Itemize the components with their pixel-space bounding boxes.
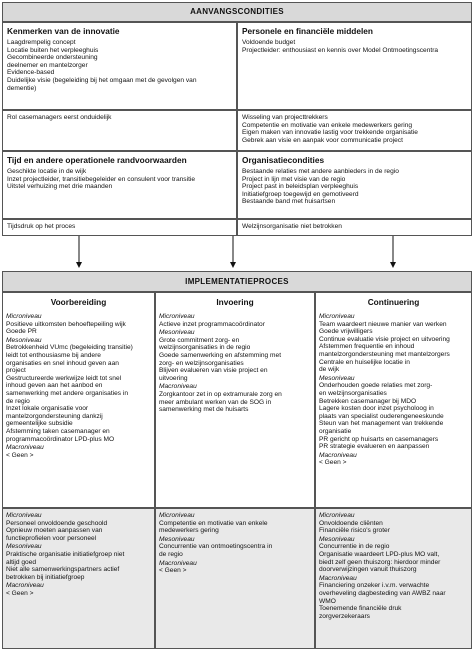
text-line: deelnemer en mantelzorger	[7, 61, 88, 69]
text-line: Bestaande band met huisartsen	[242, 198, 336, 206]
level-group	[159, 329, 311, 382]
text-line: Positieve uitkomsten behoeftepeiling wijk	[6, 320, 126, 328]
text-line: Laagdrempelig concept	[7, 39, 76, 46]
text-line: plaats van specialist ouderengeneeskunde	[319, 412, 444, 420]
text-line: Financiering onzeker i.v.m. verwachte	[319, 582, 430, 590]
implementatie-header	[2, 271, 472, 292]
text-line: samenwerking met de huisarts	[159, 406, 249, 414]
text-line: Uitstel verhuizing met drie maanden	[7, 183, 113, 191]
text-line: Financiële risico's groter	[319, 527, 390, 535]
invoering-positive	[155, 292, 315, 508]
text-line: organisatie	[319, 427, 352, 435]
tijd-title: Tijd en andere operationele randvoorwaarden	[7, 155, 187, 165]
level-label: Mesoniveau	[6, 543, 42, 551]
invoering-negative	[155, 508, 315, 649]
text-line: Competentie en motivatie van enkele medewerkers gering	[242, 121, 413, 129]
level-group	[159, 536, 311, 559]
text-line: samenwerking met andere organisaties in	[6, 389, 129, 397]
text-line: < Geen >	[6, 451, 34, 459]
level-label: Mesoniveau	[159, 535, 195, 543]
text-line: Goede samenwerking en afstemming met	[159, 351, 282, 359]
level-label: Microniveau	[319, 313, 355, 320]
level-label: Mesoniveau	[159, 329, 195, 337]
level-group	[6, 444, 151, 459]
text-line: Evidence-based	[7, 69, 55, 77]
text-line: Gebrek aan visie en aanpak voor communicatie project	[242, 136, 403, 144]
text-line: Toenemende financiële druk	[319, 605, 402, 613]
text-line: Inzet projectleider, transitiebegeleider en consulent voor transitie	[7, 175, 196, 183]
col-title-voorbereiding: Voorbereiding	[50, 297, 107, 307]
level-label: Macroniveau	[319, 451, 357, 459]
voorbereiding-positive	[2, 292, 155, 508]
text-line: Blijven evalueren van visie project en	[159, 367, 268, 375]
text-line: Welzijnsorganisatie niet betrokken	[242, 223, 342, 230]
text-line: leidt tot enthousiasme bij andere	[6, 351, 101, 359]
level-group	[6, 337, 151, 443]
text-line: en welzijnsorganisaties	[319, 389, 387, 397]
text-line: Concurrentie van ontmoetingscentra in	[159, 543, 273, 551]
text-line: Lagere kosten door inzet psycholoog in	[319, 405, 434, 413]
text-line: Opnieuw moeten aanpassen van	[6, 527, 103, 535]
level-label: Macroniveau	[159, 383, 197, 391]
level-label: Macroniveau	[6, 582, 44, 590]
text-line: Project past in beleidsplan verpleeghuis	[242, 183, 359, 191]
text-line: Competentie en motivatie van enkele	[159, 519, 268, 527]
text-line: Rol casemanagers eerst onduidelijk	[7, 114, 112, 121]
level-group	[319, 452, 468, 467]
text-line: functieprofielen voor personeel	[6, 534, 97, 542]
text-line: Goede PR	[6, 328, 37, 336]
level-group	[6, 543, 151, 581]
level-label: Mesoniveau	[6, 336, 42, 344]
level-label: Macroniveau	[319, 574, 357, 582]
level-label: Macroniveau	[159, 559, 197, 567]
level-group	[6, 313, 151, 336]
text-line: Projectleider: enthousiast en kennis over Model Ontmoetingscentra	[242, 46, 439, 54]
text-line: Duidelijke visie (begeleiding bij het omgaan met de gevolgen van	[7, 76, 197, 84]
aanvangscondities-title: AANVANGSCONDITIES	[190, 7, 284, 16]
text-line: Tijdsdruk op het proces	[7, 223, 76, 230]
middelen-title: Personele en financiële middelen	[242, 26, 373, 36]
text-line: Wisseling van projecttrekkers	[242, 114, 328, 121]
text-line: mantelzorgondersteuning met mantelzorgers	[319, 350, 450, 358]
level-label: Microniveau	[319, 512, 355, 519]
level-group	[319, 536, 468, 574]
text-line: zorgverzekeraars	[319, 612, 370, 620]
text-line: betrokken bij initiatiefgroep	[6, 573, 85, 581]
continuering-negative	[315, 508, 472, 649]
organisatie-title: Organisatiecondities	[242, 155, 325, 165]
text-line: < Geen >	[159, 567, 187, 575]
text-line: Centrale en huiselijke locatie in	[319, 358, 410, 366]
text-line: de regio	[6, 397, 30, 405]
text-line: de regio	[159, 550, 183, 558]
text-line: Betrokkenheid VUmc (begeleiding transitie)	[6, 344, 133, 352]
text-line: Voldoende budget	[242, 39, 296, 46]
text-line: Personeel onvoldoende geschoold	[6, 519, 108, 527]
text-line: inhoud geven aan het aanbod en	[6, 382, 103, 390]
text-line: < Geen >	[6, 589, 34, 597]
text-line: Organisatie waardeert LPD-plus MO valt,	[319, 550, 440, 558]
text-line: zorg- en welzijnsorganisaties	[159, 359, 244, 367]
level-label: Mesoniveau	[319, 535, 355, 543]
level-group	[6, 512, 151, 542]
text-line: Continue evaluatie visie project en uitvoering	[319, 335, 450, 343]
text-line: < Geen >	[319, 459, 347, 467]
level-group	[159, 512, 311, 535]
text-line: de wijk	[319, 366, 340, 374]
text-line: organisaties en snel inhoud geven aan	[6, 359, 119, 367]
text-line: PR gericht op huisarts en casemanagers	[319, 435, 439, 443]
col-title-continuering: Continuering	[367, 297, 420, 307]
level-label: Microniveau	[159, 512, 195, 519]
text-line: Geschikte locatie in de wijk	[7, 168, 87, 175]
level-group	[159, 313, 311, 328]
text-line: Gecombineerde ondersteuning	[7, 54, 98, 62]
text-line: altijd goed	[6, 558, 37, 566]
text-line: Eigen maken van innovatie lastig voor trekkende organisatie	[242, 129, 418, 137]
text-line: uitvoering	[159, 374, 188, 382]
text-line: Actieve inzet programmacoördinator	[159, 320, 265, 328]
implementatie-title: IMPLEMENTATIEPROCES	[185, 277, 289, 286]
text-line: Inzet lokale organisatie voor	[6, 405, 89, 413]
level-group	[319, 575, 468, 621]
text-line: Grote commitment zorg- en	[159, 336, 240, 344]
level-group	[6, 582, 151, 597]
text-line: doorverwijzingen vanuit thuiszorg	[319, 566, 417, 574]
text-line: Afstemming taken casemanager en	[6, 427, 110, 435]
text-line: overheveling dagbesteding van AWBZ naar	[319, 589, 446, 597]
text-line: medewerkers gering	[159, 527, 219, 535]
text-line: Goede vrijwilligers	[319, 328, 373, 336]
innovatie-title: Kenmerken van de innovatie	[7, 26, 120, 36]
level-group	[159, 383, 311, 413]
continuering-positive	[315, 292, 472, 508]
level-label: Macroniveau	[6, 444, 44, 452]
text-line: Bestaande relaties met andere aanbieders in de regio	[242, 168, 399, 175]
text-line: Betrekken casemanager bij MDO	[319, 397, 417, 405]
text-line: Project in lijn met visie van de regio	[242, 175, 346, 183]
level-label: Microniveau	[6, 512, 42, 519]
text-line: Onvoldoende cliënten	[319, 519, 383, 527]
text-line: Initiatiefgroep toegewijd en gemotiveerd	[242, 190, 359, 198]
voorbereiding-negative	[2, 508, 155, 649]
level-group	[319, 512, 468, 535]
text-line: WMO	[319, 597, 336, 605]
text-line: Steun van het management van trekkende	[319, 420, 444, 428]
text-line: Concurrentie in de regio	[319, 543, 390, 551]
text-line: programmacoördinator LPD-plus MO	[6, 435, 115, 443]
text-line: welzijnsorganisaties in de regio	[159, 344, 251, 352]
text-line: mantelzorgondersteuning dankzij	[6, 412, 103, 420]
text-line: Onderhouden goede relaties met zorg-	[319, 382, 433, 390]
text-line: Team waardeert nieuwe manier van werken	[319, 320, 447, 328]
level-group	[319, 313, 468, 374]
text-line: PR strategie evalueren en aanpassen	[319, 443, 430, 451]
level-label: Microniveau	[159, 313, 195, 320]
col-title-invoering: Invoering	[216, 297, 254, 307]
text-line: biedt zelf geen thuiszorg: hierdoor minder	[319, 558, 441, 566]
level-label: Microniveau	[6, 313, 42, 320]
text-line: gemeentelijke subsidie	[6, 420, 73, 428]
level-group	[159, 560, 311, 575]
text-line: Afstemmen frequentie en inhoud	[319, 343, 415, 351]
text-line: Niet alle samenwerkingspartners actief	[6, 566, 120, 574]
level-label: Mesoniveau	[319, 374, 355, 382]
text-line: Praktische organisatie initiatiefgroep niet	[6, 550, 125, 558]
text-line: dementie)	[7, 84, 37, 92]
text-line: project	[6, 367, 26, 375]
text-line: meer ambulant werken van de SOG in	[159, 398, 272, 406]
text-line: Gestructureerde werkwijze leidt tot snel	[6, 374, 122, 382]
level-group	[319, 375, 468, 451]
text-line: Locatie buiten het verpleeghuis	[7, 46, 99, 54]
text-line: Zorgkantoor zet in op extramurale zorg en	[159, 390, 282, 398]
